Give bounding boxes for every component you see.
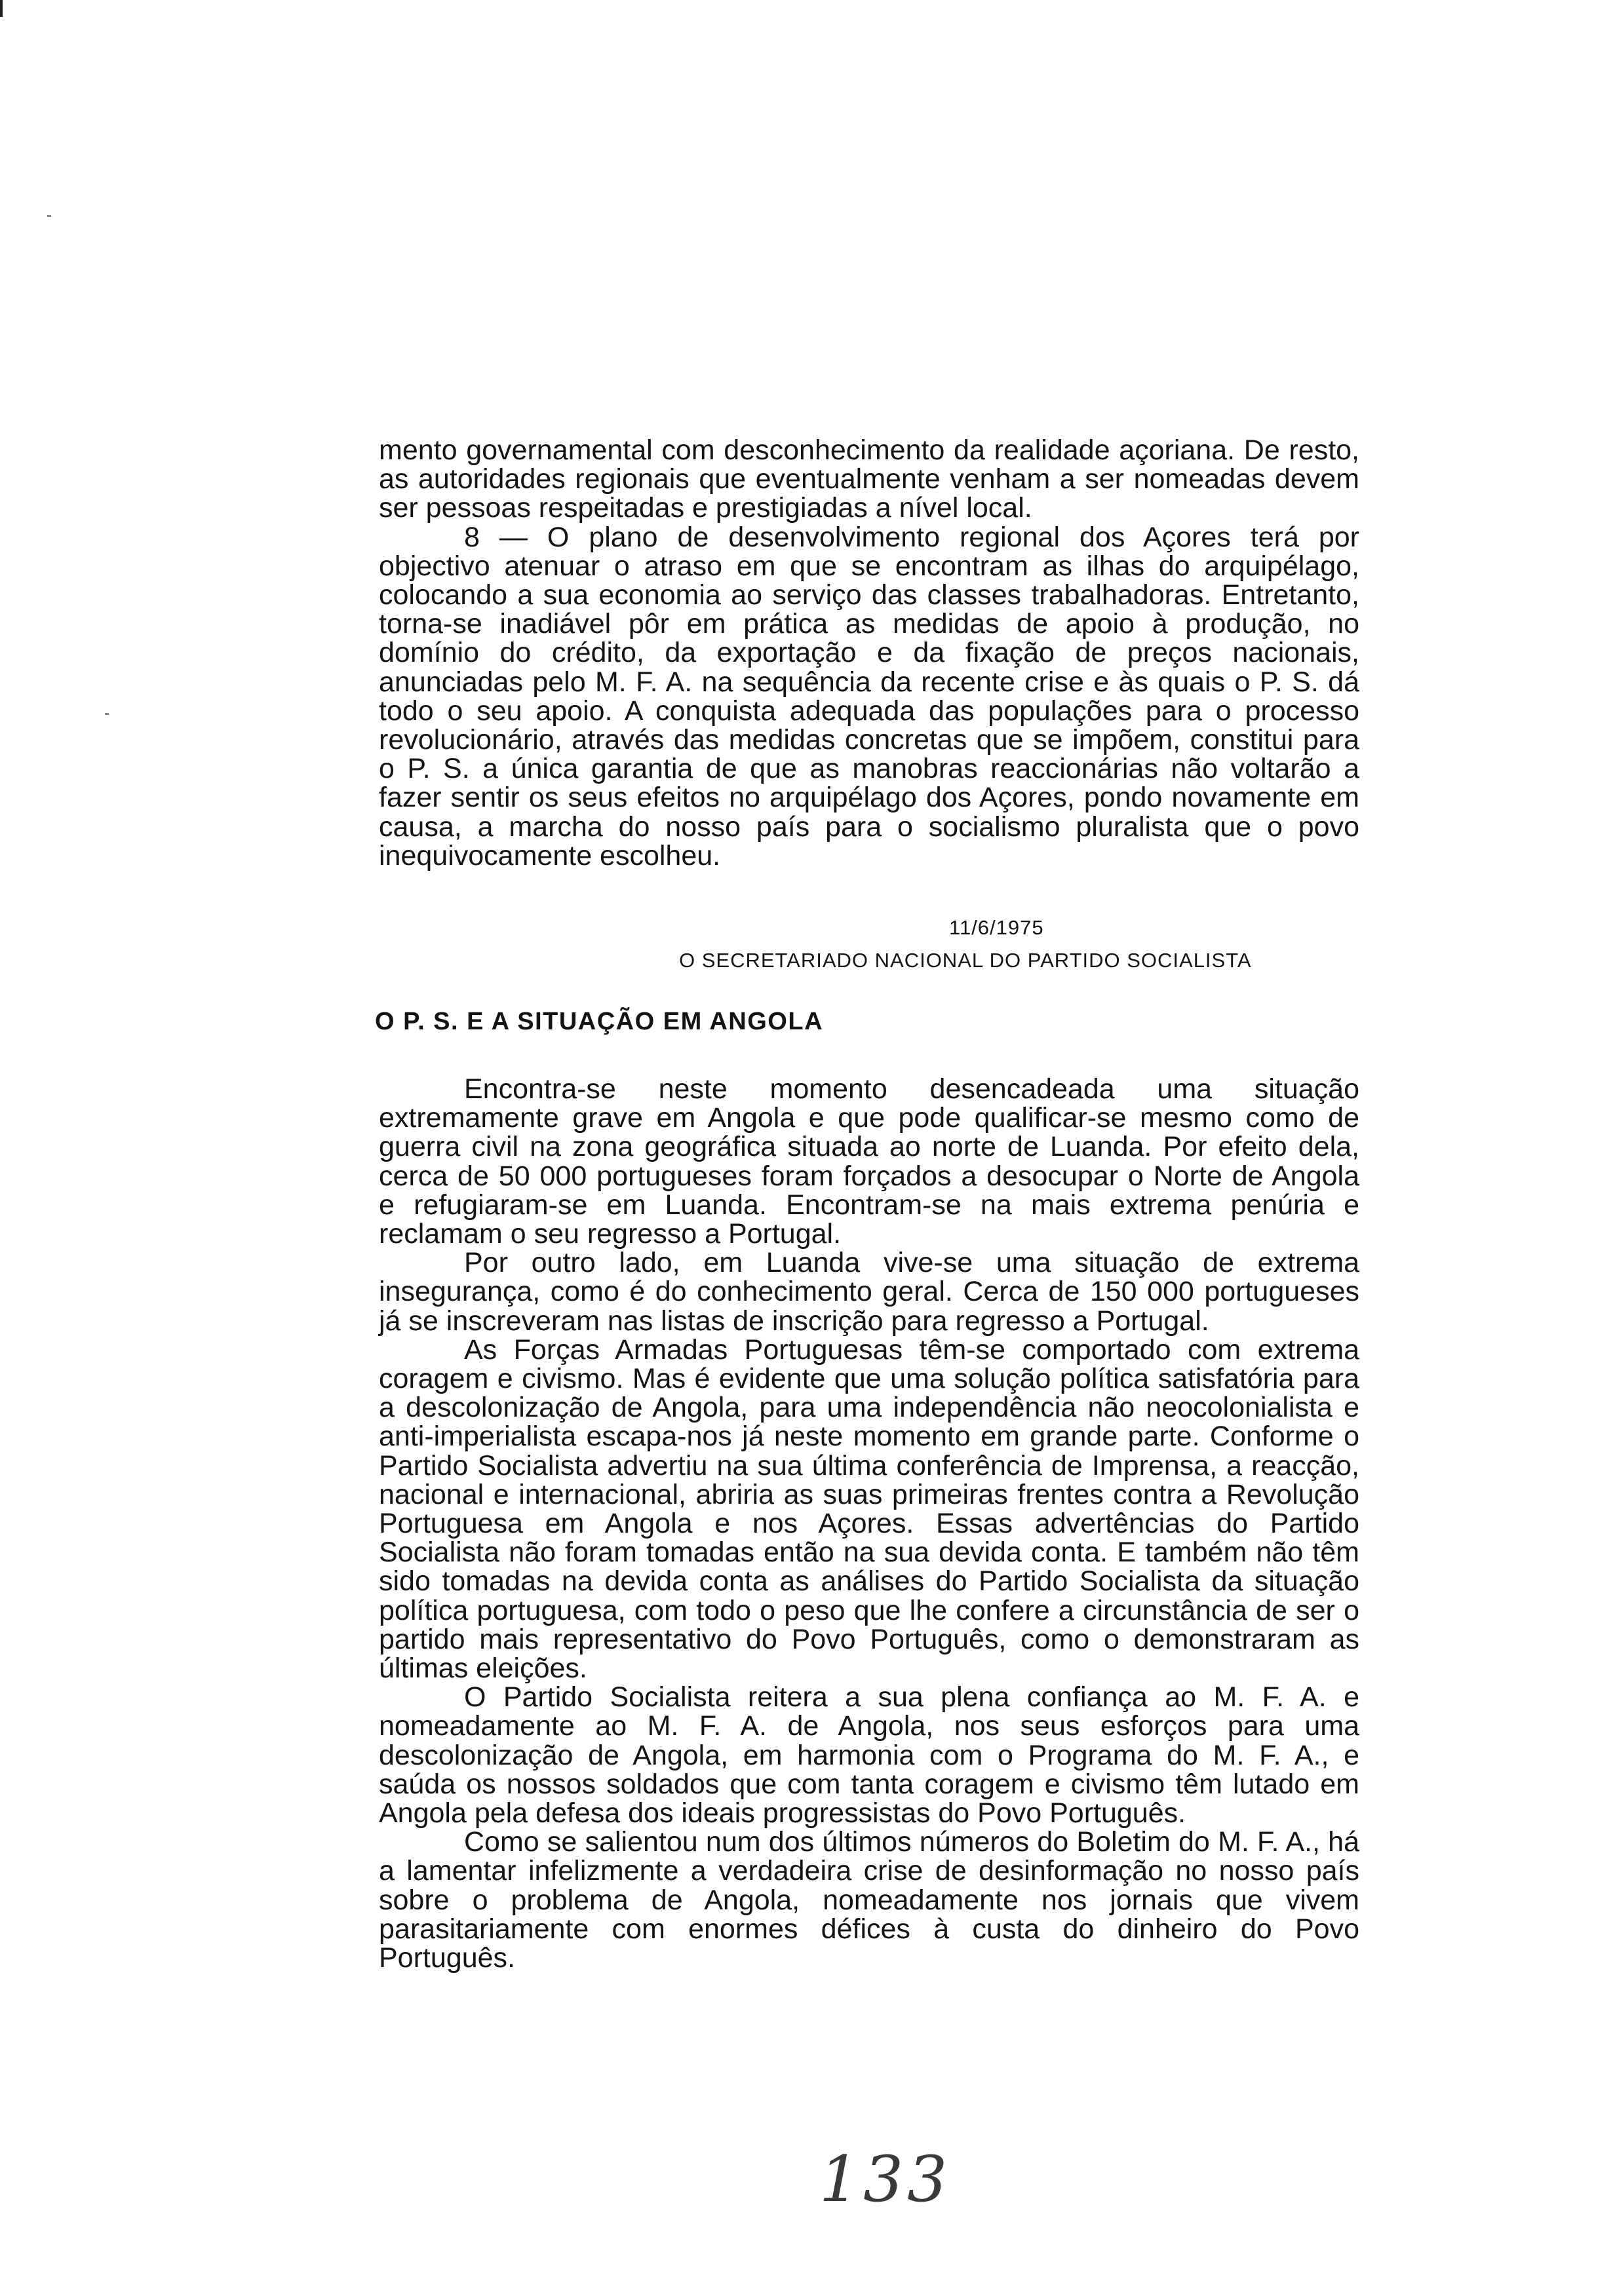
section-acores-continuation bbox=[379, 436, 1359, 870]
paragraph-confidence-mfa: O Partido Socialista reitera a sua plena confiança ao M. F. A. e nomeadamente ao M. F. A. de Angola, nos seus esforços para uma descolonização de Angola, em harmonia com o Programa do M. F. A., e saúda os nossos soldados que com tanta coragem e civismo têm lutado em Angola pela defesa dos ideais progressistas do Povo Português. bbox=[379, 1681, 1359, 1829]
paragraph-civil-war: Encontra-se neste momento desencadeada uma situação extremamente grave em Angola e que pode qualificar-se mesmo como de guerra civil na zona geográfica situada ao norte de Luanda. Por efeito dela, cerca de 50 000 portugueses foram forçados a desocupar o Norte de Angola e refugiaram-se em Luanda. Encontram-se na mais extrema penúria e reclamam o seu regresso a Portugal. bbox=[379, 1073, 1359, 1250]
signature-secretariat: O SECRETARIADO NACIONAL DO PARTIDO SOCIALISTA bbox=[679, 949, 1252, 972]
section-heading-angola: O P. S. E A SITUAÇÃO EM ANGOLA bbox=[375, 1008, 824, 1035]
scan-edge-mark bbox=[0, 0, 3, 17]
scan-speck bbox=[47, 215, 51, 217]
scan-speck bbox=[105, 713, 109, 715]
paragraph-armed-forces: As Forças Armadas Portuguesas têm-se comportado com extrema coragem e civismo. Mas é evidente que uma solução política satisfatória para a descolonização de Angola, para uma independência não neocolonialista e anti-imperialista escapa-nos já neste momento em grande parte. Conforme o Partido Socialista advertiu na sua última conferência de Imprensa, a reacção, nacional e internacional, abriria as suas primeiras frentes contra a Revolução Portuguesa em Angola e nos Açores. Essas advertências do Partido Socialista não foram tomadas então na sua devida conta. E também não têm sido tomadas na devida conta as análises do Partido Socialista da situação política portuguesa, com todo o peso que lhe confere a circunstância de ser o partido mais representativo do Povo Português, como o demonstraram as últimas eleições. bbox=[379, 1333, 1359, 1685]
section-angola-body bbox=[379, 1075, 1359, 1972]
paragraph-local-authorities: mento governamental com desconhecimento da realidade açoriana. De resto, as autoridades regionais que eventualmente venham a ser nomeadas devem ser pessoas respeitadas e prestigiadas a nível local. bbox=[379, 434, 1359, 524]
signature-date: 11/6/1975 bbox=[949, 916, 1044, 939]
paragraph-development-plan: 8 — O plano de desenvolvimento regional dos Açores terá por objectivo atenuar o atraso em que se encontram as ilhas do arquipélago, colocando a sua economia ao serviço das classes trabalhadoras. Entretanto, torna-se inadiável pôr em prática as medidas de apoio à produção, no domínio do crédito, da exportação e da fixação de preços nacionais, anunciadas pelo M. F. A. na sequência da recente crise e às quais o P. S. dá todo o seu apoio. A conquista adequada das populações para o processo revolucionário, através das medidas concretas que se impõem, constitui para o P. S. a única garantia de que as manobras reaccionárias não voltarão a fazer sentir os seus efeitos no arquipélago dos Açores, pondo novamente em causa, a marcha do nosso país para o socialismo pluralista que o povo inequivocamente escolheu. bbox=[379, 521, 1359, 871]
paragraph-disinformation: Como se salientou num dos últimos números do Boletim do M. F. A., há a lamentar infelizmente a verdadeira crise de desinformação no nosso país sobre o problema de Angola, nomeadamente nos jornais que vivem parasitariamente com enormes défices à custa do dinheiro do Povo Português. bbox=[379, 1826, 1359, 1974]
paragraph-luanda-insecurity: Por outro lado, em Luanda vive-se uma situação de extrema insegurança, como é do conhecimento geral. Cerca de 150 000 portugueses já se inscreveram nas listas de inscrição para regresso a Portugal. bbox=[379, 1247, 1359, 1337]
handwritten-page-number: 133 bbox=[819, 2143, 952, 2216]
